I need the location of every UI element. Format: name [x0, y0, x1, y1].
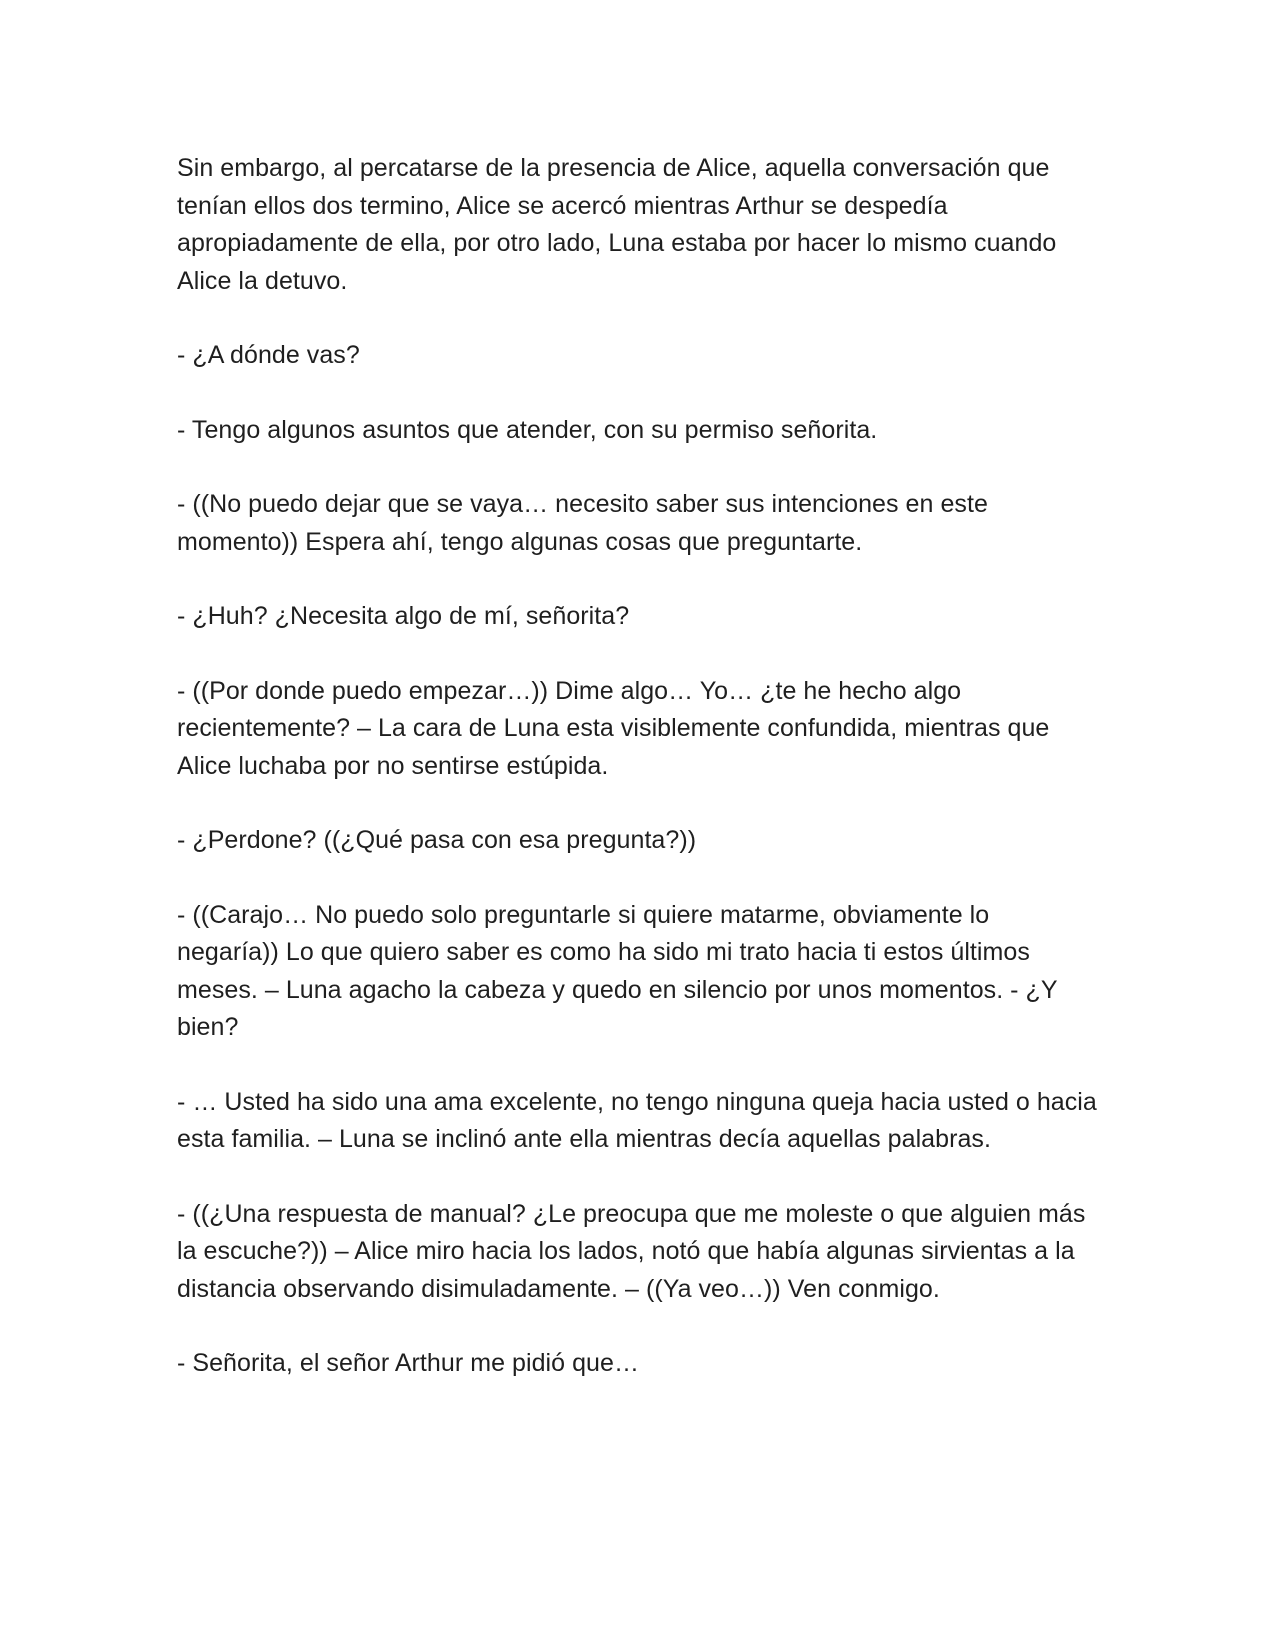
paragraph-dialogue-6: - ¿Perdone? ((¿Qué pasa con esa pregunta?)) [177, 826, 697, 854]
paragraph-dialogue-2: - Tengo algunos asuntos que atender, con su permiso señorita. [177, 415, 878, 444]
paragraph-narration-1: Sin embargo, al percatarse de la presencia de Alice, aquella conversación que tenían ellos dos termino, Alice se acercó mientras Arthur se despedía apropiadamente de ella, por otro lado, Luna estaba por hacer lo mismo cuando Alice la detuvo. [177, 154, 1057, 295]
paragraph-dialogue-7: - ((Carajo… No puedo solo preguntarle si quiere matarme, obviamente lo negaría)) Lo que quiero saber es como ha sido mi trato hacia ti estos últimos meses. – Luna agacho la cabeza y quedo en silencio por unos momentos. - ¿Y bien? [177, 900, 1058, 1041]
paragraph-dialogue-8: - … Usted ha sido una ama excelente, no tengo ninguna queja hacia usted o hacia esta familia. – Luna se inclinó ante ella mientras decía aquellas palabras. [177, 1087, 1097, 1153]
paragraph-dialogue-1: - ¿A dónde vas? [177, 341, 360, 369]
paragraph-dialogue-3: - ((No puedo dejar que se vaya… necesito saber sus intenciones en este momento)) Espera ahí, tengo algunas cosas que preguntarte. [177, 490, 988, 556]
paragraph-dialogue-4: - ¿Huh? ¿Necesita algo de mí, señorita? [177, 602, 630, 630]
paragraph-dialogue-5: - ((Por donde puedo empezar…)) Dime algo… Yo… ¿te he hecho algo recientemente? – La cara de Luna esta visiblemente confundida, mientras que Alice luchaba por no sentirse estúpida. [177, 676, 1050, 780]
paragraph-dialogue-10: - Señorita, el señor Arthur me pidió que… [177, 1349, 640, 1377]
paragraph-dialogue-9: - ((¿Una respuesta de manual? ¿Le preocupa que me moleste o que alguien más la escuche?)) – Alice miro hacia los lados, notó que había algunas sirvientas a la distancia observando disimuladamente. – ((Ya veo…)) Ven conmigo. [177, 1199, 1086, 1303]
document-body [177, 150, 1097, 1420]
